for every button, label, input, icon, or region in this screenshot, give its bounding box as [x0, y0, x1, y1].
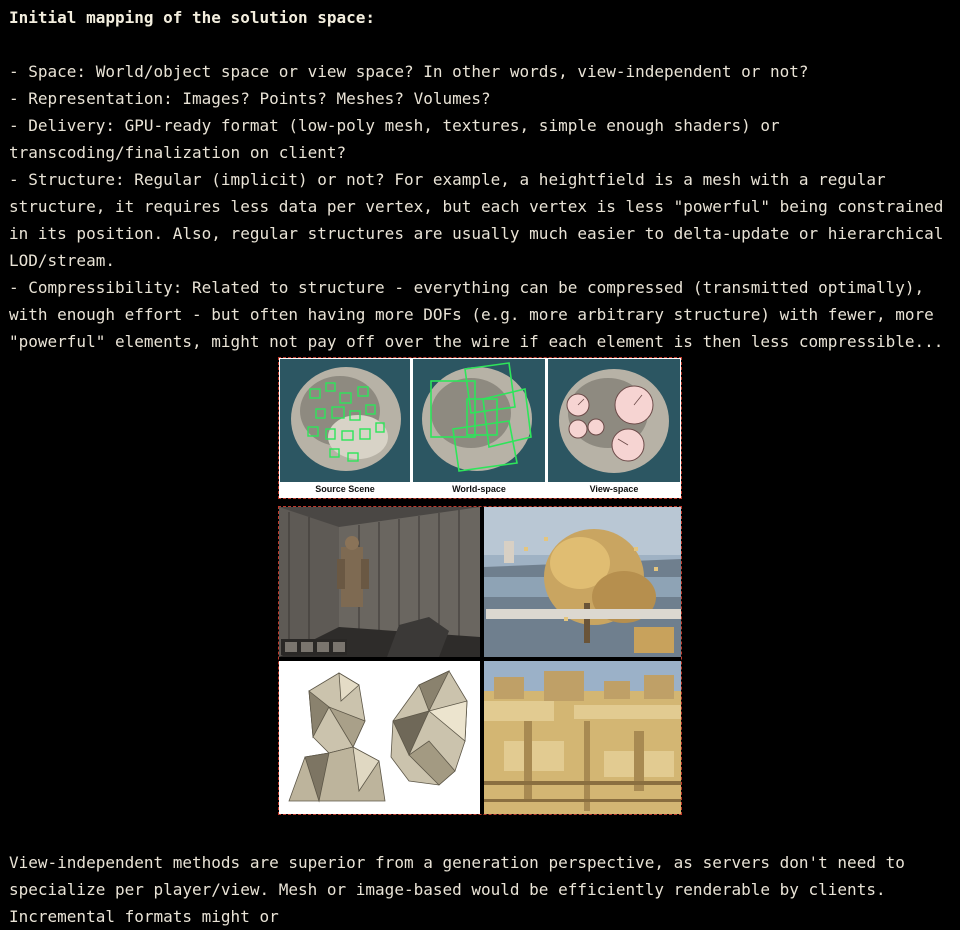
corridor-scene-image — [279, 507, 480, 657]
panel-lowpoly-mesh — [279, 661, 480, 814]
bullet-structure: - Structure: Regular (implicit) or not? For example, a heightfield is a mesh with a regular structure, it requires less data per vertex, but each vertex is less "powerful" being constrained in its position. Also, regular structures are usually much easier to delta-update or hierarchical LOD/stream. — [9, 170, 944, 270]
world-space-image — [413, 359, 545, 482]
section-heading: Initial mapping of the solution space: — [9, 8, 376, 27]
pointcloud-scene-image — [484, 507, 681, 657]
bullet-representation: - Representation: Images? Points? Meshes? Volumes? — [9, 89, 491, 108]
representation-examples-image — [279, 507, 681, 814]
footer-text: View-independent methods are superior from a generation perspective, as servers don't need to specialize per player/view. Mesh or image-based would be efficiently renderable by clients. Incremental formats might or — [9, 853, 905, 926]
caption-source-scene: Source Scene — [280, 482, 410, 497]
voxel-scene-image — [484, 661, 681, 814]
panel-pointcloud-render — [484, 507, 681, 657]
comparison-figure — [279, 358, 681, 814]
caption-view-space: View-space — [548, 482, 680, 497]
panel-corridor-render — [279, 507, 480, 657]
view-space-image — [548, 359, 680, 482]
caption-world-space: World-space — [413, 482, 545, 497]
panel-voxel-render — [484, 661, 681, 814]
panel-source-scene — [280, 359, 410, 497]
panel-view-space — [548, 359, 680, 497]
bullet-list — [9, 58, 954, 355]
source-scene-image — [280, 359, 410, 482]
article-body — [9, 4, 954, 355]
bullet-space: - Space: World/object space or view space? In other words, view-independent or not? — [9, 62, 809, 81]
lowpoly-bust-image — [279, 661, 480, 814]
bullet-compressibility: - Compressibility: Related to structure - everything can be compressed (transmitted optimally), with enough effort - but often having more DOFs (e.g. more arbitrary structure) with fewer, more "powerful" elements, might not pay off over the wire if each element is then less compressible... — [9, 278, 944, 351]
panel-world-space — [413, 359, 545, 497]
island-comparison-image — [279, 358, 681, 498]
bullet-delivery: - Delivery: GPU-ready format (low-poly mesh, textures, simple enough shaders) or transcoding/finalization on client? — [9, 116, 780, 162]
